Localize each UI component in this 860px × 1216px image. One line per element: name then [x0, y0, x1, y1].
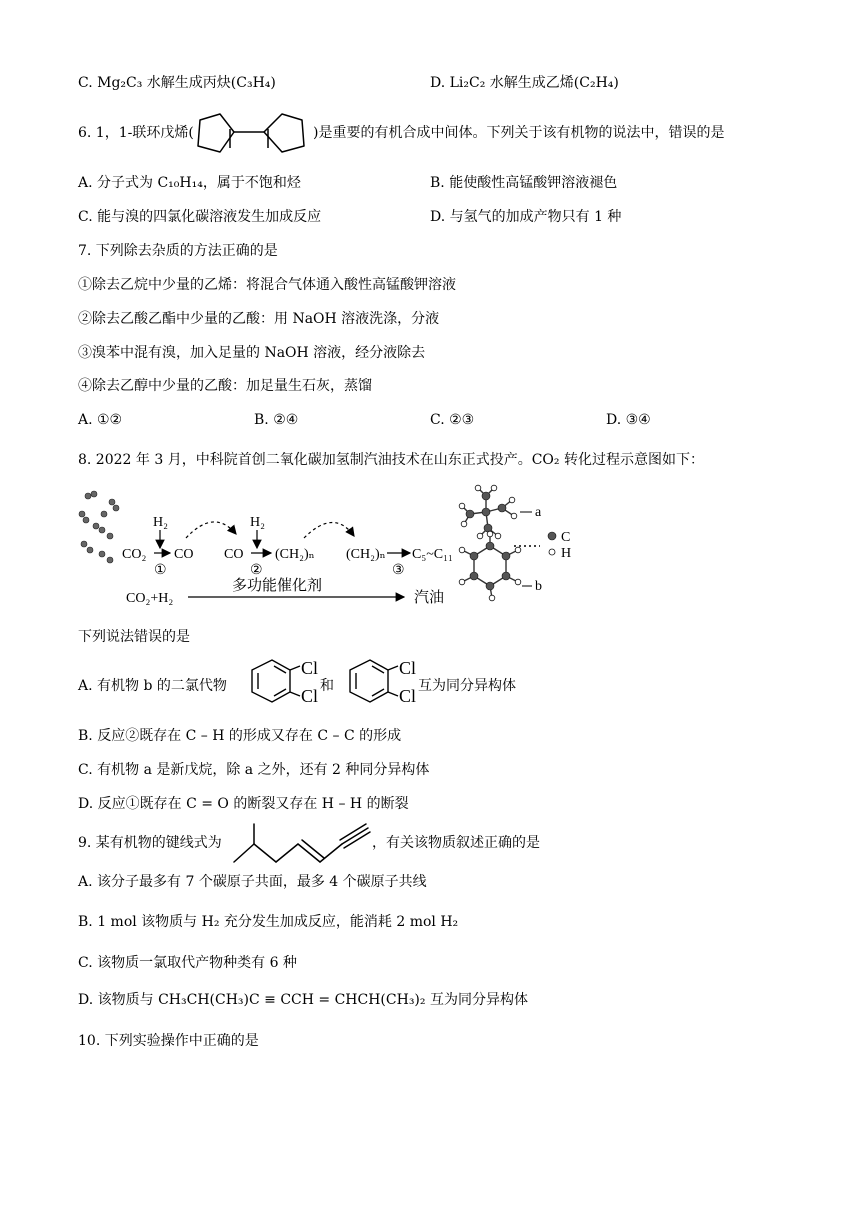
co-label-1: CO — [174, 547, 194, 562]
co2-h2-label: CO₂+H₂ — [126, 591, 174, 606]
q9-option-c: C. 该物质一氯取代产物种类有 6 种 — [78, 955, 297, 971]
c5-c11-label: C₅~C₁₁ — [412, 547, 453, 562]
ch2n-label-2: (CH₂)ₙ — [346, 547, 386, 562]
legend-c: C — [561, 530, 571, 545]
co2-conversion-diagram — [74, 484, 594, 614]
q9-option-a: A. 该分子最多有 7 个碳原子共面，最多 4 个碳原子共线 — [78, 874, 427, 890]
legend-h: H — [561, 546, 572, 561]
q7-item-4: ④除去乙醇中少量的乙酸：加足量生石灰，蒸馏 — [78, 378, 372, 394]
q5-option-d: D. Li₂C₂ 水解生成乙烯(C₂H₄) — [430, 75, 619, 91]
q8-option-a-and: 和 — [320, 678, 334, 694]
q8-subquestion: 下列说法错误的是 — [78, 629, 190, 645]
bicyclopentene-structure — [190, 104, 314, 160]
co2-molecules-icon — [79, 491, 119, 563]
q8-option-a-end: 互为同分异构体 — [418, 678, 516, 694]
co-label-2: CO — [224, 547, 244, 562]
q8-stem: 8. 2022 年 3 月，中科院首创二氧化碳加氢制汽油技术在山东正式投产。CO₂ 转化过程示意图如下： — [78, 452, 704, 468]
h2-label-1: H₂ — [153, 515, 168, 530]
q10-stem: 10. 下列实验操作中正确的是 — [78, 1033, 259, 1049]
q8-option-a-start: A. 有机物 b 的二氯代物 — [78, 678, 227, 694]
dichlorobenzene-structure-2 — [330, 656, 426, 712]
cl-label: Cl — [301, 658, 319, 678]
q6-stem-end: )是重要的有机合成中间体。下列关于该有机物的说法中，错误的是 — [313, 125, 725, 141]
q7-option-b: B. ②④ — [254, 412, 299, 428]
q6-option-d: D. 与氢气的加成产物只有 1 种 — [430, 209, 622, 225]
q7-item-3: ③溴苯中混有溴，加入足量的 NaOH 溶液，经分液除去 — [78, 345, 426, 361]
q6-option-c: C. 能与溴的四氯化碳溶液发生加成反应 — [78, 209, 322, 225]
step-2-label: ② — [250, 563, 263, 578]
q6-option-a: A. 分子式为 C₁₀H₁₄，属于不饱和烃 — [78, 175, 301, 191]
h2-label-2: H₂ — [250, 515, 265, 530]
q9-option-d: D. 该物质与 CH₃CH(CH₃)C ≡ CCH = CHCH(CH₃)₂ 互为同分异构体 — [78, 992, 528, 1008]
q7-stem: 7. 下列除去杂质的方法正确的是 — [78, 243, 278, 259]
q7-option-d: D. ③④ — [606, 412, 651, 428]
co2-label: CO₂ — [122, 547, 147, 562]
step-1-label: ① — [154, 563, 167, 578]
q9-option-b: B. 1 mol 该物质与 H₂ 充分发生加成反应，能消耗 2 mol H₂ — [78, 914, 459, 930]
q9-stem-end: ，有关该物质叙述正确的是 — [372, 835, 540, 851]
cl-label: Cl — [399, 658, 417, 678]
q8-option-b: B. 反应②既存在 C – H 的形成又存在 C – C 的形成 — [78, 728, 402, 744]
q5-option-c: C. Mg₂C₃ 水解生成丙炔(C₃H₄) — [78, 75, 276, 91]
q8-option-c: C. 有机物 a 是新戊烷，除 a 之外，还有 2 种同分异构体 — [78, 762, 430, 778]
gasoline-label: 汽油 — [414, 590, 445, 606]
q8-option-d: D. 反应①既存在 C = O 的断裂又存在 H – H 的断裂 — [78, 796, 409, 812]
dichlorobenzene-structure-1 — [232, 656, 328, 712]
q7-item-2: ②除去乙酸乙酯中少量的乙酸：用 NaOH 溶液洗涤，分液 — [78, 311, 440, 327]
cl-label: Cl — [301, 686, 319, 706]
label-b: b — [535, 579, 542, 594]
q7-item-1: ①除去乙烷中少量的乙烯：将混合气体通入酸性高锰酸钾溶液 — [78, 277, 456, 293]
q6-option-b: B. 能使酸性高锰酸钾溶液褪色 — [430, 175, 618, 191]
q7-option-c: C. ②③ — [430, 412, 475, 428]
catalyst-label: 多功能催化剂 — [232, 578, 323, 594]
enyne-skeletal-structure — [232, 822, 372, 866]
hydrogen-atom-icon — [549, 549, 555, 555]
step-3-label: ③ — [392, 563, 405, 578]
label-a: a — [535, 505, 542, 520]
q9-stem-start: 9. 某有机物的键线式为 — [78, 835, 222, 851]
q7-option-a: A. ①② — [78, 412, 123, 428]
cl-label: Cl — [399, 686, 417, 706]
carbon-atom-icon — [548, 532, 556, 540]
q6-stem-start: 6. 1，1-联环戊烯( — [78, 125, 194, 141]
ch2n-label-1: (CH₂)ₙ — [275, 547, 315, 562]
